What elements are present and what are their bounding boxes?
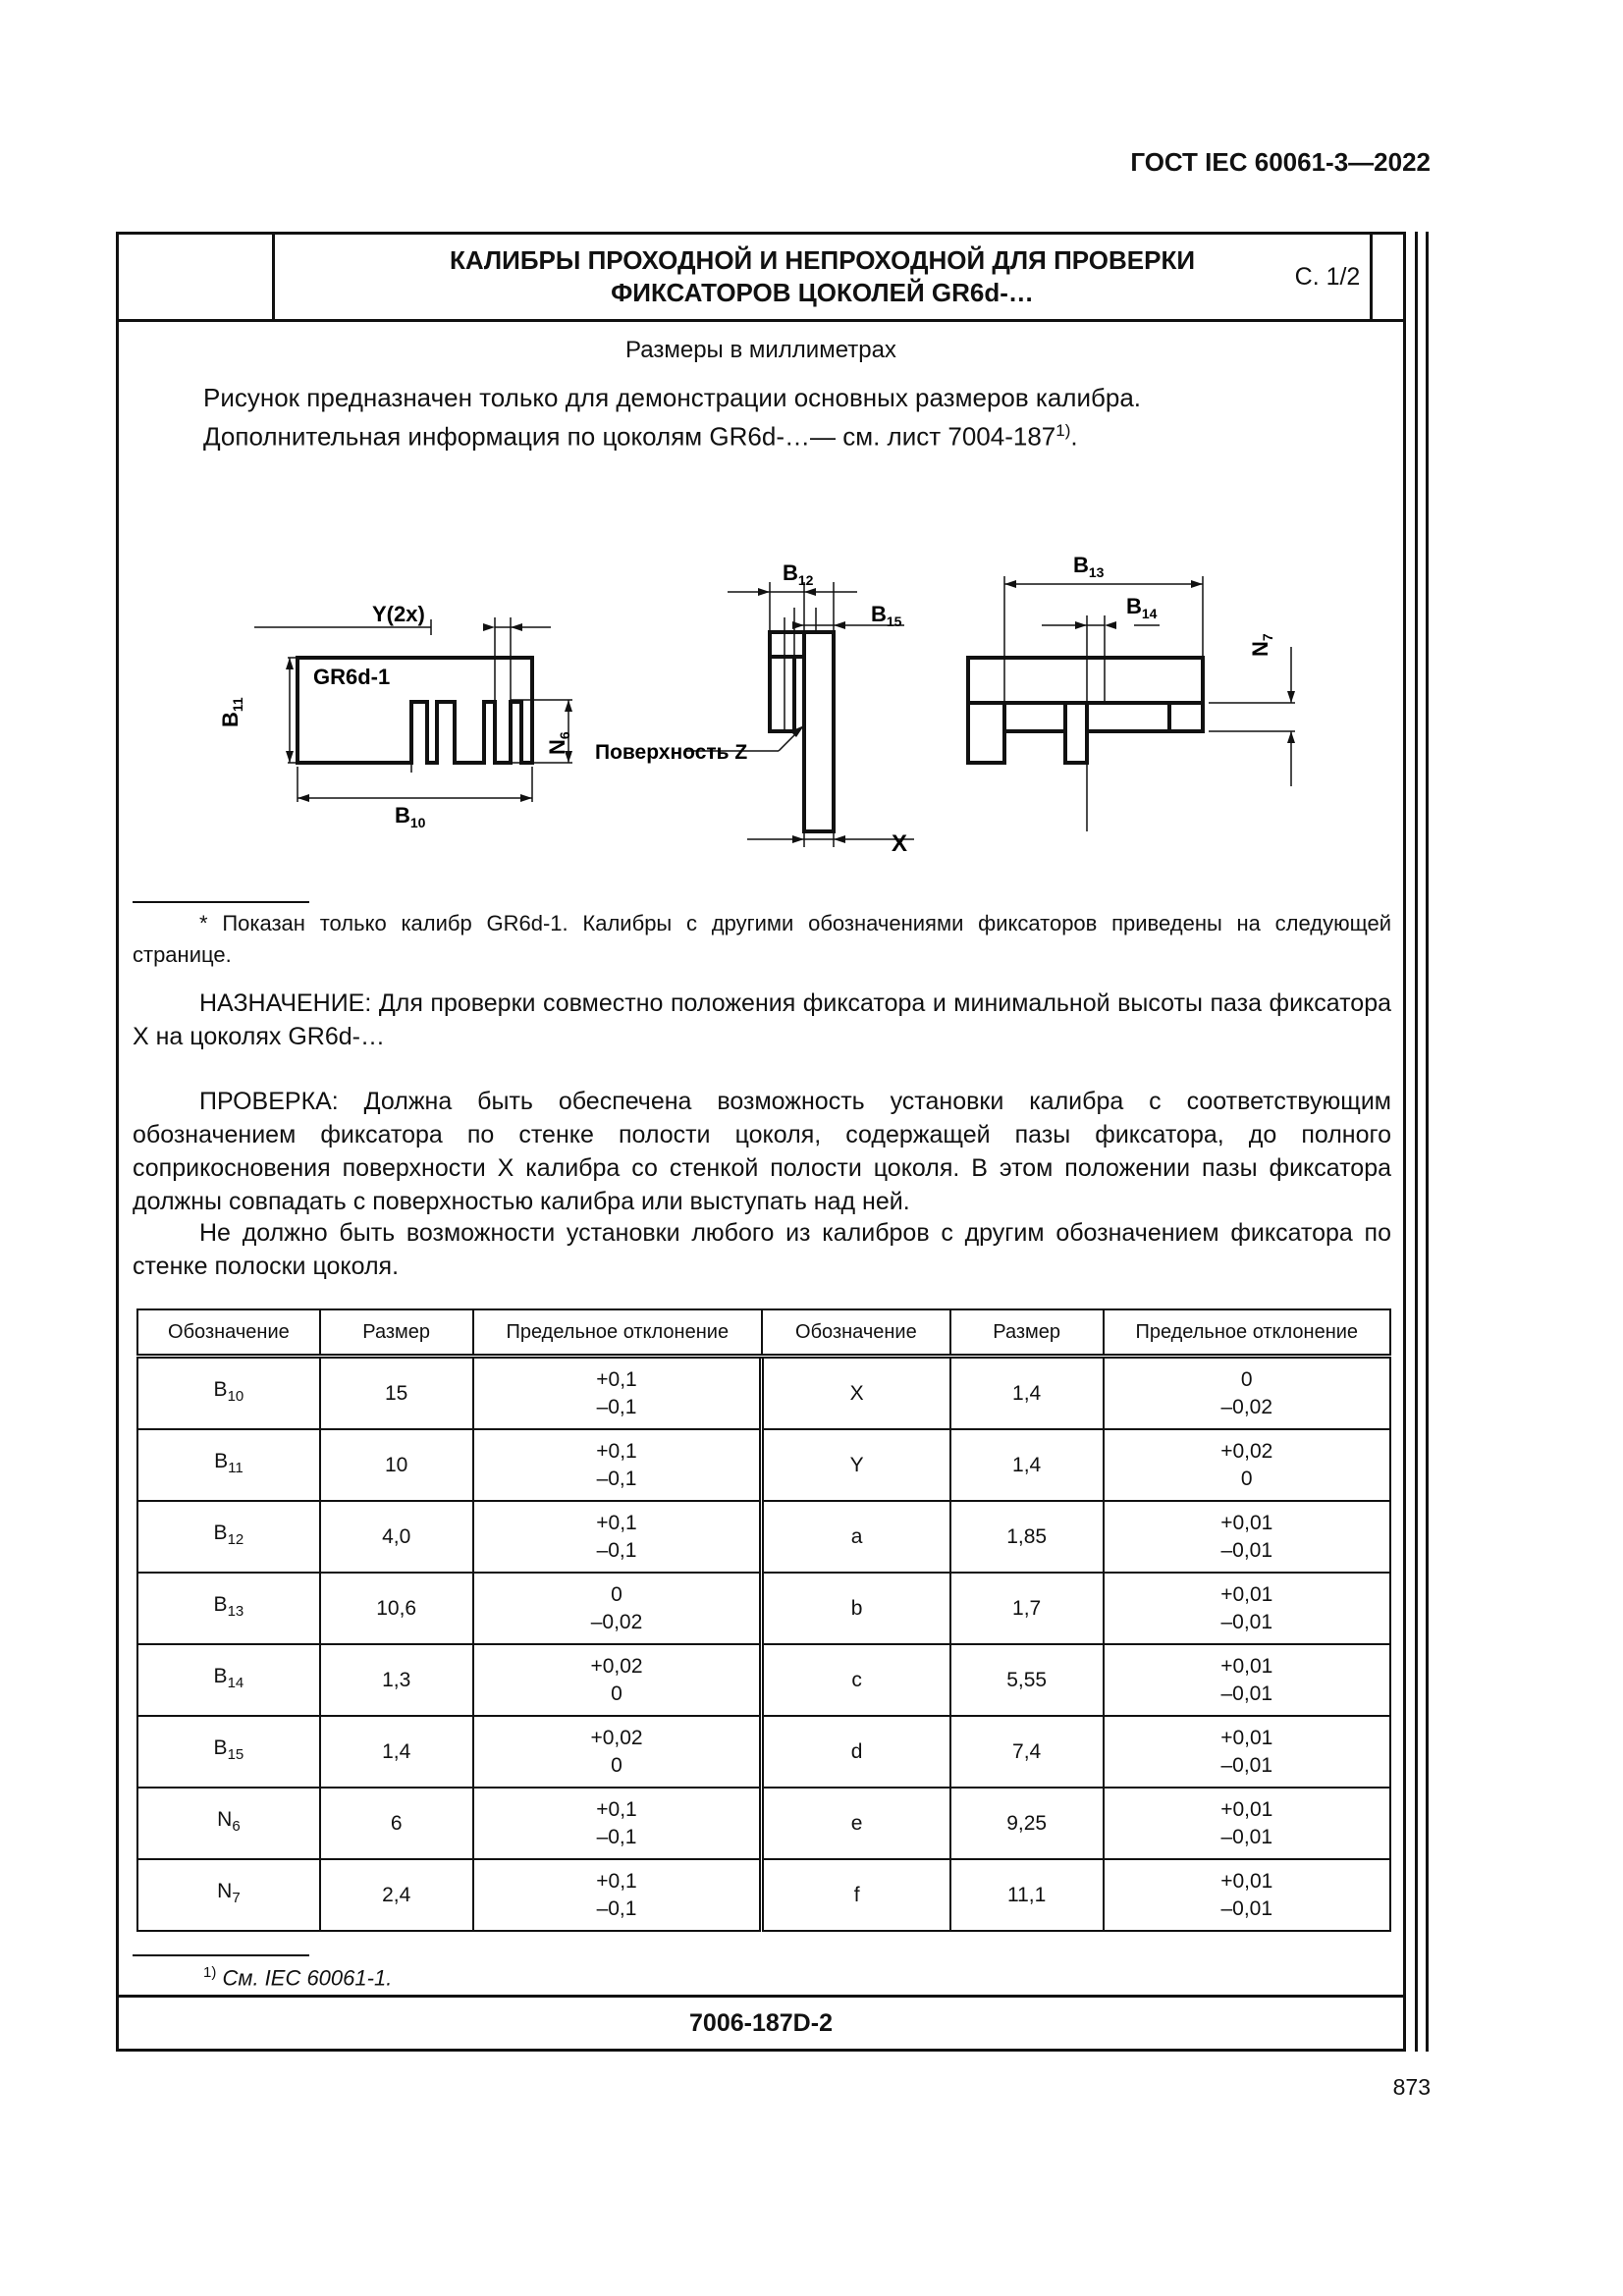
tolerance-lower: –0,02 — [590, 1610, 643, 1633]
sheet-code: 7006-187D-2 — [119, 1995, 1403, 2049]
dim-b13-letter: B — [1073, 553, 1089, 577]
dim-b13 — [1073, 553, 1105, 580]
tolerance-upper: +0,02 — [590, 1726, 643, 1749]
designation-index: 14 — [227, 1675, 244, 1692]
tolerance-upper: +0,01 — [1220, 1582, 1273, 1606]
dim-n6-sub: 6 — [557, 731, 572, 740]
dim-b14 — [1126, 594, 1158, 621]
top-view-arrows — [1004, 580, 1295, 743]
tolerance-upper: +0,02 — [1220, 1439, 1273, 1463]
purpose-paragraph: НАЗНАЧЕНИЕ: Для проверки совместно положения фиксатора и минимальной высоты паза фиксатора X на цоколях GR6d-… — [133, 989, 1391, 1050]
designation-symbol: N — [217, 1807, 233, 1831]
tolerance-lower: –0,01 — [1220, 1753, 1273, 1777]
gauge-top-slots — [968, 703, 1087, 763]
sheet-page-label: С. 1/2 — [1294, 262, 1361, 291]
col-header: Размер — [320, 1309, 473, 1357]
units-note: Размеры в миллиметрах — [625, 337, 896, 363]
gauge-drawing — [119, 500, 1403, 853]
tolerance-upper: +0,02 — [590, 1654, 643, 1678]
designation-cell — [137, 1859, 320, 1931]
table-row — [137, 1429, 1390, 1501]
check-paragraph: ПРОВЕРКА: Должна быть обеспечена возможность установки калибра с соответствующим обозначением фиксатора по стенке полости цоколя, содержащей пазы фиксатора, до полного соприкосновения поверхности X калибра со стенкой полости цоколя. В этом положении пазы фиксатора должны совпадать с поверхностью калибра или выступать над ней. — [133, 1088, 1391, 1215]
size-cell: 7,4 — [950, 1716, 1104, 1788]
tolerance-lower: –0,02 — [1220, 1395, 1273, 1418]
tolerance-upper: +0,1 — [596, 1869, 637, 1893]
svg-text:B11 — [218, 697, 245, 727]
size-cell: 1,3 — [320, 1644, 473, 1716]
tolerance-upper: +0,01 — [1220, 1654, 1273, 1678]
designation-cell — [137, 1644, 320, 1716]
tolerance-upper: +0,1 — [596, 1367, 637, 1391]
gauge-side-view — [770, 632, 834, 831]
tolerance-cell — [473, 1716, 762, 1788]
tolerance-cell — [473, 1644, 762, 1716]
dim-b14-sub: 14 — [1141, 606, 1158, 621]
col-header: Обозначение — [137, 1309, 320, 1357]
footnote-1 — [203, 1964, 392, 1991]
tolerance-upper: +0,01 — [1220, 1797, 1273, 1821]
dim-n7-sub: 7 — [1260, 633, 1275, 642]
surface-z-label: Поверхность Z — [595, 741, 748, 764]
dim-b12 — [783, 561, 814, 588]
dim-b12-sub: 12 — [797, 572, 814, 588]
tolerance-upper: +0,1 — [596, 1439, 637, 1463]
designation-symbol: B — [213, 1664, 228, 1687]
tolerance-lower: –0,1 — [596, 1825, 637, 1848]
size-cell: 1,4 — [950, 1429, 1104, 1501]
tolerance-upper: 0 — [1240, 1367, 1253, 1391]
designation-cell — [137, 1788, 320, 1859]
size-cell: 1,4 — [320, 1716, 473, 1788]
designation-cell — [137, 1357, 320, 1430]
dim-b15-letter: B — [871, 602, 887, 626]
table-row — [137, 1644, 1390, 1716]
dim-b11 — [218, 697, 245, 727]
check-paragraph-2: Не должно быть возможности установки любого из калибров с другим обозначением фиксатора по стенке полоски цоколя. — [133, 1219, 1391, 1280]
tolerance-lower: –0,01 — [1220, 1682, 1273, 1705]
dim-y-label: Y(2x) — [372, 602, 425, 626]
designation-cell — [137, 1429, 320, 1501]
table-row — [137, 1788, 1390, 1859]
designation-index: 15 — [227, 1746, 244, 1764]
size-cell: 10 — [320, 1429, 473, 1501]
col-header: Размер — [950, 1309, 1104, 1357]
tolerance-cell — [1104, 1859, 1390, 1931]
designation-index: 13 — [227, 1603, 244, 1621]
col-header: Обозначение — [762, 1309, 950, 1357]
designation-cell — [137, 1501, 320, 1573]
sheet-header — [119, 235, 1403, 322]
footnote-1-text: См. IEC 60061-1. — [222, 1965, 393, 1991]
tolerance-lower: –0,01 — [1220, 1896, 1273, 1920]
tolerance-upper: +0,01 — [1220, 1726, 1273, 1749]
designation-cell — [137, 1716, 320, 1788]
tolerance-upper: 0 — [611, 1582, 622, 1606]
designation-symbol: B — [214, 1449, 229, 1472]
table-row — [137, 1501, 1390, 1573]
size-cell: 2,4 — [320, 1859, 473, 1931]
dim-b10 — [395, 803, 426, 830]
size-cell: 1,7 — [950, 1573, 1104, 1644]
designation-cell: d — [762, 1716, 950, 1788]
dim-b15-sub: 15 — [886, 614, 902, 629]
drawing-note — [203, 382, 1141, 454]
dim-b10-letter: B — [395, 803, 410, 828]
tolerance-cell — [473, 1501, 762, 1573]
dim-b15 — [871, 602, 902, 629]
designation-cell: X — [762, 1357, 950, 1430]
table-row — [137, 1357, 1390, 1430]
gauge-label: GR6d-1 — [313, 665, 391, 689]
footnote-1-mark: 1) — [203, 1964, 217, 1981]
size-cell: 6 — [320, 1788, 473, 1859]
tolerance-lower: –0,01 — [1220, 1538, 1273, 1562]
tolerance-cell — [1104, 1716, 1390, 1788]
designation-index: 7 — [232, 1890, 241, 1907]
dim-b12-letter: B — [783, 561, 798, 585]
tolerance-lower: –0,01 — [1220, 1610, 1273, 1633]
tolerance-lower: 0 — [611, 1753, 622, 1777]
tolerance-cell — [1104, 1501, 1390, 1573]
dimensions-table — [136, 1308, 1391, 1932]
dim-b14-letter: B — [1126, 594, 1142, 618]
svg-text:N6 — [545, 731, 572, 755]
tolerance-cell — [473, 1429, 762, 1501]
frame-double-line — [1415, 232, 1418, 2052]
designation-index: 10 — [227, 1388, 244, 1406]
designation-cell: c — [762, 1644, 950, 1716]
dim-b11-sub: 11 — [230, 697, 245, 713]
page-number: 873 — [1392, 2074, 1431, 2100]
designation-symbol: B — [213, 1592, 228, 1616]
footnote-rule — [133, 901, 309, 903]
tolerance-lower: –0,01 — [1220, 1825, 1273, 1848]
designation-cell: f — [762, 1859, 950, 1931]
designation-symbol: B — [213, 1735, 228, 1759]
svg-text:N7 — [1248, 633, 1275, 657]
table-header-row — [137, 1309, 1390, 1357]
table-row — [137, 1859, 1390, 1931]
size-cell: 1,85 — [950, 1501, 1104, 1573]
dim-n6 — [545, 731, 572, 755]
tolerance-cell — [473, 1357, 762, 1430]
size-cell: 15 — [320, 1357, 473, 1430]
drawing-note-line1: Рисунок предназначен только для демонстрации основных размеров калибра. — [203, 383, 1142, 412]
header-blank-cell — [119, 235, 275, 319]
sheet-frame — [116, 232, 1406, 2052]
drawing-note-line2: Дополнительная информация по цоколям GR6d-…— см. лист 7004-187$^{1)}$. — [203, 421, 1078, 452]
designation-index: 12 — [227, 1531, 244, 1549]
footnote-star: * Показан только калибр GR6d-1. Калибры с другими обозначениями фиксаторов приведены на следующей странице. — [133, 911, 1391, 967]
designation-index: 6 — [232, 1818, 241, 1836]
size-cell: 4,0 — [320, 1501, 473, 1573]
frame-double-line — [1426, 232, 1429, 2052]
dim-n7-letter: N — [1248, 641, 1272, 657]
tolerance-lower: –0,1 — [596, 1896, 637, 1920]
tolerance-upper: +0,01 — [1220, 1869, 1273, 1893]
tolerance-lower: 0 — [1240, 1467, 1253, 1490]
designation-cell — [137, 1573, 320, 1644]
tolerance-lower: –0,1 — [596, 1467, 637, 1490]
dim-b11-letter: B — [218, 712, 243, 727]
sheet-title: КАЛИБРЫ ПРОХОДНОЙ И НЕПРОХОДНОЙ ДЛЯ ПРОВЕРКИ ФИКСАТОРОВ ЦОКОЛЕЙ GR6d-… — [275, 235, 1373, 319]
tolerance-cell — [473, 1859, 762, 1931]
designation-symbol: B — [213, 1521, 228, 1544]
footnote-rule-2 — [133, 1954, 309, 1956]
size-cell: 5,55 — [950, 1644, 1104, 1716]
designation-cell: b — [762, 1573, 950, 1644]
tolerance-cell — [473, 1573, 762, 1644]
designation-index: 11 — [228, 1460, 243, 1477]
tolerance-cell — [1104, 1429, 1390, 1501]
tolerance-cell — [473, 1788, 762, 1859]
tolerance-lower: 0 — [611, 1682, 622, 1705]
size-cell: 9,25 — [950, 1788, 1104, 1859]
tolerance-cell — [1104, 1573, 1390, 1644]
tolerance-upper: +0,1 — [596, 1797, 637, 1821]
tolerance-upper: +0,1 — [596, 1511, 637, 1534]
footnote-ref: 1) — [1055, 421, 1071, 440]
gauge-top-view — [968, 658, 1203, 763]
size-cell: 1,4 — [950, 1357, 1104, 1430]
designation-symbol: N — [217, 1879, 233, 1902]
designation-cell: e — [762, 1788, 950, 1859]
tolerance-lower: –0,1 — [596, 1395, 637, 1418]
dim-n7 — [1248, 633, 1275, 657]
dim-n6-letter: N — [545, 739, 569, 755]
designation-cell: a — [762, 1501, 950, 1573]
standard-number: ГОСТ IEC 60061-3—2022 — [1130, 147, 1431, 177]
designation-cell: Y — [762, 1429, 950, 1501]
col-header: Предельное отклонение — [473, 1309, 762, 1357]
tolerance-upper: +0,01 — [1220, 1511, 1273, 1534]
tolerance-cell — [1104, 1644, 1390, 1716]
tolerance-cell — [1104, 1357, 1390, 1430]
size-cell: 10,6 — [320, 1573, 473, 1644]
tolerance-cell — [1104, 1788, 1390, 1859]
dim-b10-sub: 10 — [409, 815, 426, 830]
designation-symbol: B — [213, 1377, 228, 1401]
dim-x-label: X — [892, 830, 908, 853]
dim-b13-sub: 13 — [1088, 564, 1105, 580]
table-row — [137, 1573, 1390, 1644]
table-row — [137, 1716, 1390, 1788]
col-header: Предельное отклонение — [1104, 1309, 1390, 1357]
tolerance-lower: –0,1 — [596, 1538, 637, 1562]
drawing-note-line2-text: Дополнительная информация по цоколям GR6d-…— см. лист 7004-187 — [203, 421, 1056, 452]
size-cell: 11,1 — [950, 1859, 1104, 1931]
